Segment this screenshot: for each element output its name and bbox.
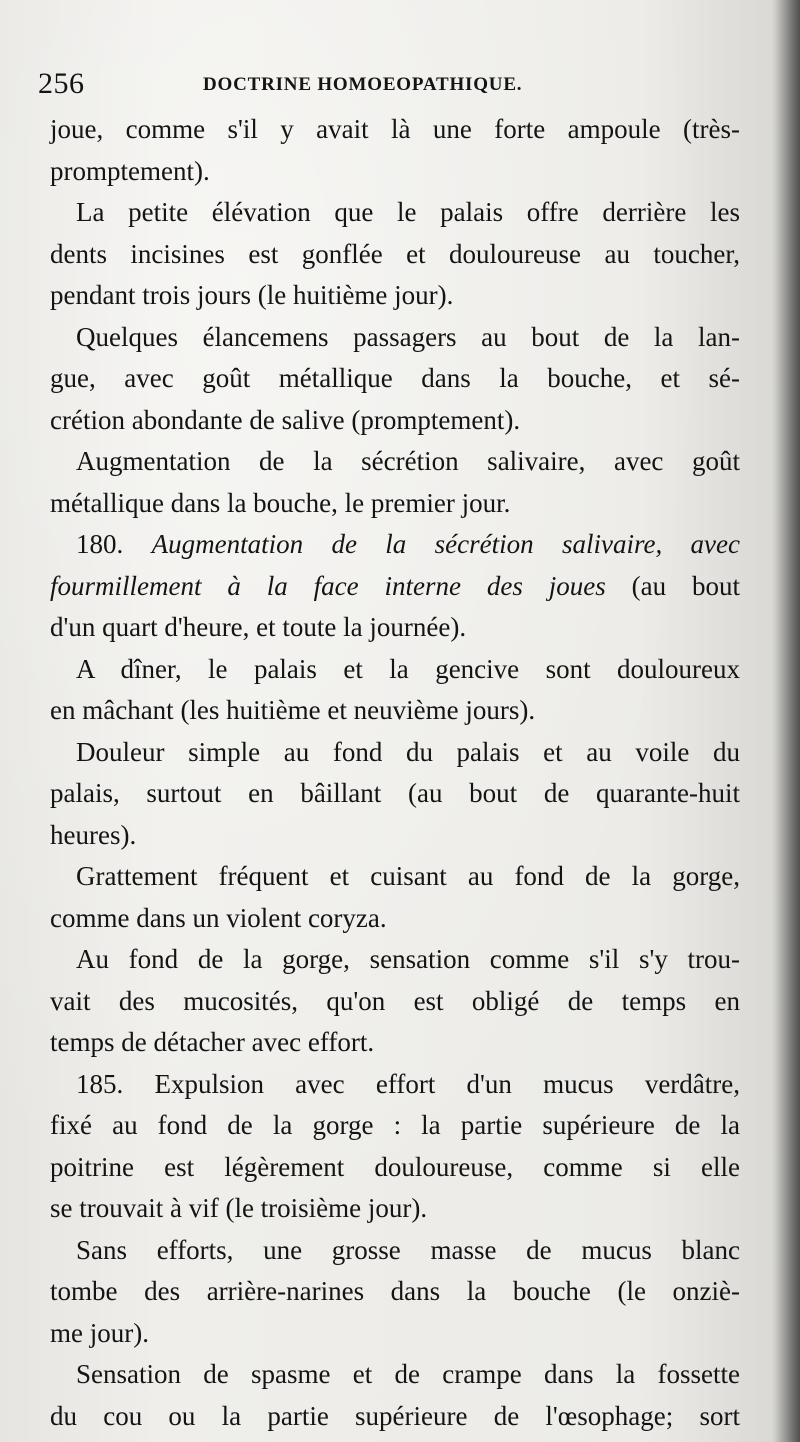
text-line: temps de détacher avec effort. [50, 1027, 375, 1057]
text-line: Quelques élancemens passagers au bout de la lan- [76, 321, 740, 352]
text-line-entry-180 [50, 524, 740, 566]
text-line [50, 566, 740, 608]
text-line: en mâchant (les huitième et neuvième jours). [50, 695, 536, 725]
text-line: métallique dans la bouche, le premier jour. [50, 487, 511, 518]
text-line: dents incisines est gonflée et douloureuse au toucher, [50, 238, 740, 269]
italic-symptom: Augmentation de la sécrétion salivaire, avec [151, 529, 741, 559]
text-line: comme dans un violent coryza. [50, 902, 387, 933]
italic-symptom: fourmillement à la face interne des joues [50, 570, 606, 601]
page-header [38, 64, 738, 104]
text-line: Sensation de spasme et de crampe dans la fossette [76, 1359, 740, 1389]
text-line: Douleur simple au fond du palais et au voile du [76, 736, 740, 767]
text-line: palais, surtout en bâillant (au bout de quarante-huit [50, 778, 740, 808]
text-line: me jour). [50, 1317, 149, 1348]
text-line: d'un quart d'heure, et toute la journée). [50, 612, 467, 642]
page-body [50, 109, 740, 1437]
text-line: crétion abondante de salive (promptement). [50, 404, 521, 435]
page-binding-shadow [772, 0, 800, 1442]
text-line: Au fond de la gorge, sensation comme s'il s'y trou- [76, 944, 740, 974]
running-title: DOCTRINE HOMOEOPATHIQUE. [203, 74, 523, 95]
text-fragment: (au bout [631, 570, 740, 601]
text-line: tombe des arrière-narines dans la bouche (le onziè- [50, 1276, 740, 1306]
text-line: vait des mucosités, qu'on est obligé de temps en [50, 985, 740, 1016]
text-line: Sans efforts, une grosse masse de mucus blanc [76, 1234, 740, 1265]
text-line: Grattement fréquent et cuisant au fond de la gorge, [76, 861, 740, 891]
text-line-entry-185: 185. Expulsion avec effort d'un mucus verdâtre, [76, 1068, 740, 1099]
text-line: du cou ou la partie supérieure de l'œsophage; sort [50, 1400, 740, 1431]
text-line: joue, comme s'il y avait là une forte ampoule (très- [50, 114, 740, 144]
text-line: poitrine est légèrement douloureuse, comme si elle [50, 1151, 740, 1182]
text-line: fixé au fond de la gorge : la partie supérieure de la [50, 1110, 740, 1140]
text-line: heures). [50, 819, 137, 850]
text-line: Augmentation de la sécrétion salivaire, avec goût [76, 446, 740, 476]
text-line: promptement). [50, 155, 210, 186]
text-line: La petite élévation que le palais offre derrière les [76, 197, 740, 227]
text-line: A dîner, le palais et la gencive sont douloureux [76, 653, 740, 684]
text-line: pendant trois jours (le huitième jour). [50, 280, 454, 310]
page-number: 256 [38, 67, 85, 100]
text-line: gue, avec goût métallique dans la bouche, et sé- [50, 363, 740, 393]
text-line: se trouvait à vif (le troisième jour). [50, 1193, 428, 1223]
entry-number: 180. [76, 529, 124, 559]
